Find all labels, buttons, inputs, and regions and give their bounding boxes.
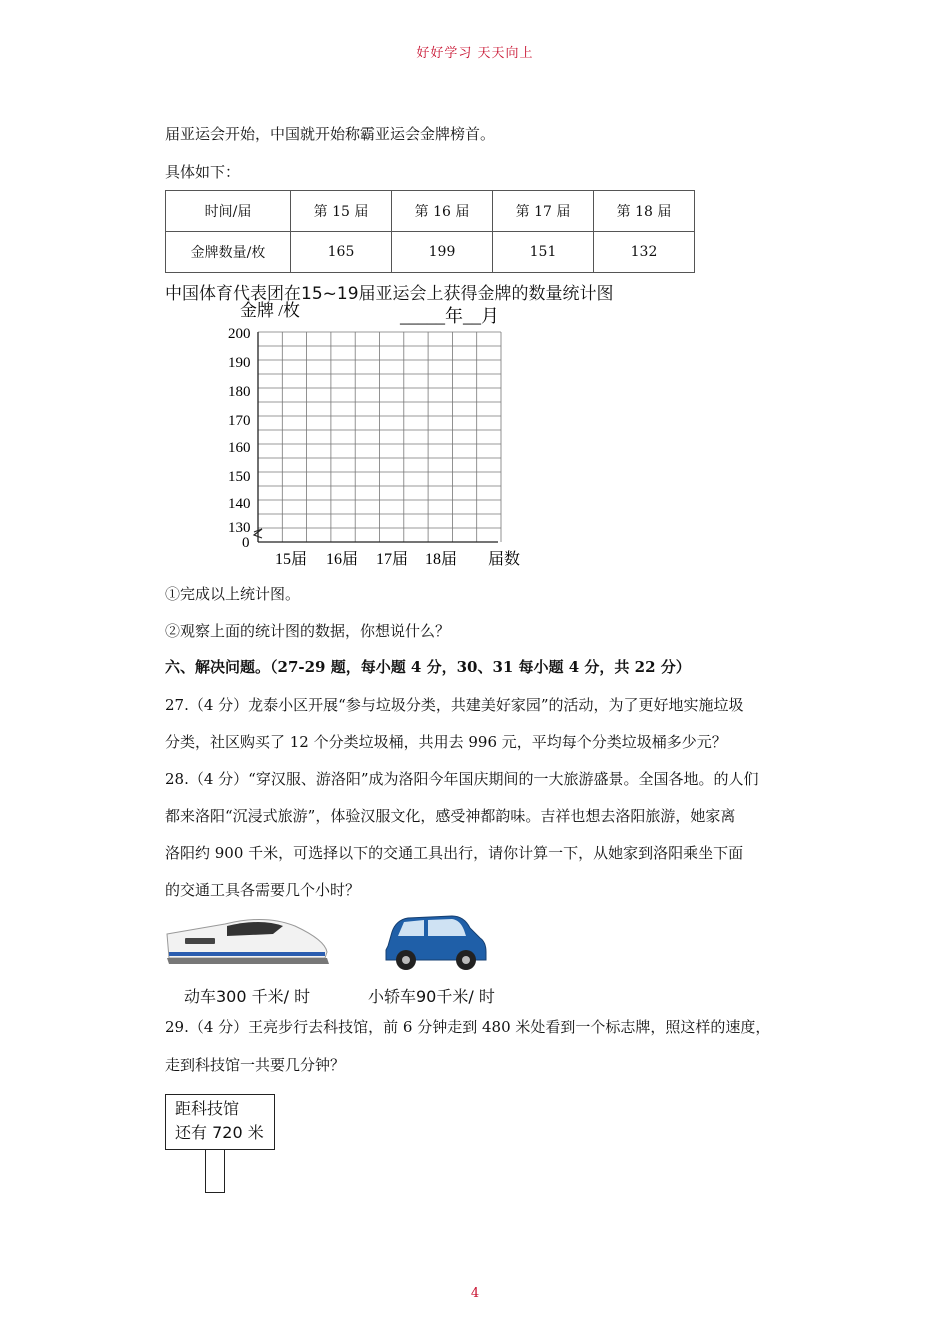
y-tick-label: 130: [228, 520, 251, 536]
train-image: [165, 908, 335, 972]
y-tick-label: 170: [228, 413, 251, 429]
q29-line-1: 29.（4 分）王亮步行去科技馆，前 6 分钟走到 480 米处看到一个标志牌，照这样的速度，: [165, 1018, 771, 1036]
question-1: ①完成以上统计图。: [165, 585, 301, 603]
train-caption: 动车300 千米/ 时: [184, 987, 311, 1006]
x-tick-label: 17届: [376, 551, 409, 568]
table-row: [166, 232, 695, 273]
x-tick-label: 15届: [275, 551, 308, 568]
x-tick-label: 16届: [326, 551, 359, 568]
table-cell: 165: [291, 232, 392, 273]
question-2: ②观察上面的统计图的数据，你想说什么？: [165, 622, 451, 640]
q27-line-1: 27.（4 分）龙泰小区开展“参与垃圾分类，共建美好家园”的活动，为了更好地实施垃圾: [165, 696, 744, 714]
page-number: 4: [470, 1286, 480, 1301]
y-tick-label: 190: [228, 355, 251, 371]
q29-line-2: 走到科技馆一共要几分钟？: [165, 1056, 346, 1074]
x-axis-label: 届数: [488, 551, 521, 568]
table-header-cell: 第 17 届: [493, 191, 594, 232]
car-image: [382, 908, 490, 974]
distance-sign: [165, 1094, 275, 1150]
chart-title: 中国体育代表团在15~19届亚运会上获得金牌的数量统计图: [165, 284, 614, 304]
sign-line-1: 距科技馆: [175, 1099, 240, 1118]
q28-line-2: 都来洛阳“沉浸式旅游”，体验汉服文化，感受神都韵味。吉祥也想去洛阳旅游，她家离: [165, 807, 736, 825]
table-header-cell: 第 18 届: [594, 191, 695, 232]
header-motto: 好好学习 天天向上: [416, 46, 534, 61]
q27-line-2: 分类，社区购买了 12 个分类垃圾桶，共用去 996 元，平均每个分类垃圾桶多少元？: [165, 733, 727, 751]
sign-line-2: 还有 720 米: [175, 1123, 264, 1142]
chart-grid: [258, 332, 501, 542]
table-cell: 金牌数量/枚: [166, 232, 291, 273]
y-axis-label: 金牌 /枚: [240, 301, 300, 320]
date-label: _____年__月: [400, 306, 499, 326]
table-cell: 151: [493, 232, 594, 273]
sign-post: [205, 1150, 225, 1193]
table-cell: 132: [594, 232, 695, 273]
y-tick-label: 180: [228, 384, 251, 400]
table-cell: 199: [392, 232, 493, 273]
y-tick-label: 160: [228, 440, 251, 456]
y-tick-label: 0: [242, 535, 250, 551]
table-header-cell: 第 16 届: [392, 191, 493, 232]
gold-medal-table: [165, 190, 695, 273]
x-tick-label: 18届: [425, 551, 458, 568]
y-tick-label: 150: [228, 469, 251, 485]
line-chart-grid: [200, 296, 530, 571]
intro-line-2: 具体如下：: [165, 163, 241, 181]
intro-line-1: 届亚运会开始，中国就开始称霸亚运会金牌榜首。: [165, 125, 496, 143]
q28-line-1: 28.（4 分）“穿汉服、游洛阳”成为洛阳今年国庆期间的一大旅游盛景。全国各地。的人们: [165, 770, 759, 788]
section-6-heading: 六、解决问题。（27-29 题，每小题 4 分，30、31 每小题 4 分，共 22 分）: [165, 658, 691, 676]
q28-line-4: 的交通工具各需要几个小时？: [165, 881, 361, 899]
y-tick-label: 140: [228, 496, 251, 512]
table-header-cell: 时间/届: [166, 191, 291, 232]
y-tick-label: 200: [228, 326, 251, 342]
table-header-cell: 第 15 届: [291, 191, 392, 232]
table-row: [166, 191, 695, 232]
q28-line-3: 洛阳约 900 千米，可选择以下的交通工具出行，请你计算一下，从她家到洛阳乘坐下面: [165, 844, 744, 862]
car-caption: 小轿车90千米/ 时: [368, 987, 495, 1006]
